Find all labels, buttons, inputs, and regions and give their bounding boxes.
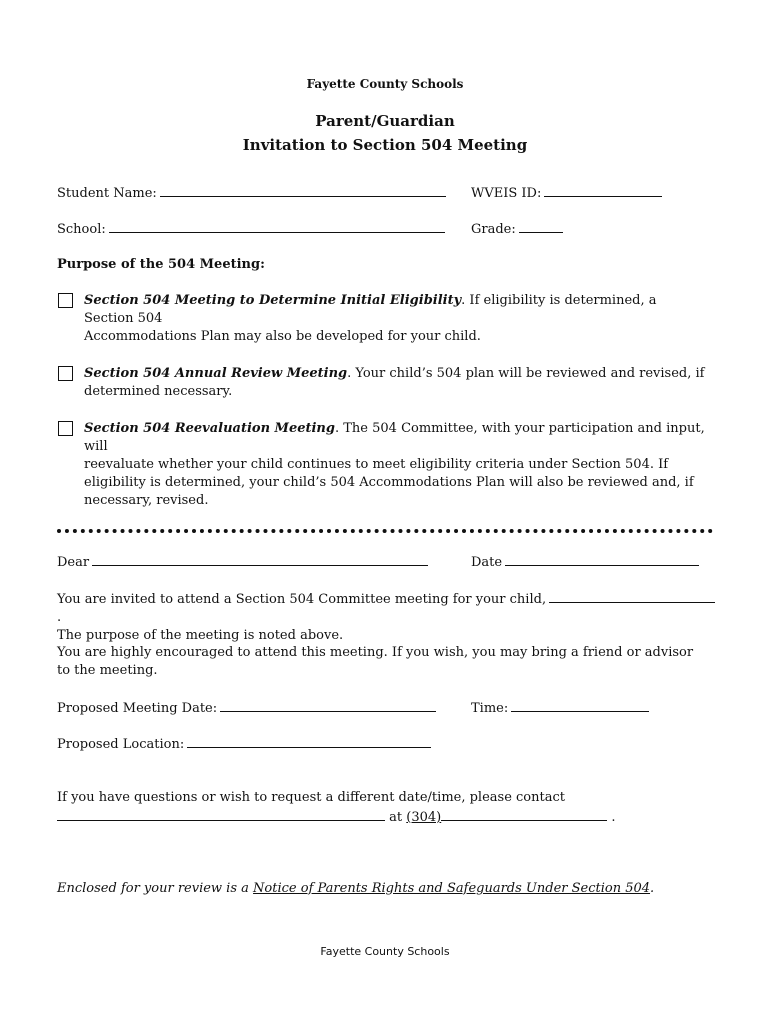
at-label: at (389, 810, 403, 825)
grade-input[interactable] (519, 220, 563, 233)
proposed-date-field (57, 699, 436, 716)
proposed-date-label: Proposed Meeting Date: (57, 701, 218, 716)
wveis-id-input[interactable] (544, 184, 662, 197)
dear-label: Dear (57, 555, 90, 570)
student-name-label: Student Name: (57, 186, 157, 201)
reevaluation-text2: reevaluate whether your child continues to meet eligibility criteria under Section 504. If eligibility is determined, your child’s 504 Accommodations Plan will also be reviewed and, if necessary, revised. (84, 457, 694, 508)
wveis-id-label: WVEIS ID: (471, 186, 542, 201)
proposed-date-input[interactable] (220, 699, 436, 712)
dotted-divider (57, 529, 713, 533)
grade-field (471, 220, 563, 237)
time-label: Time: (471, 701, 509, 716)
grade-label: Grade: (471, 222, 516, 237)
proposed-location-field (57, 735, 431, 752)
child-name-input[interactable] (549, 590, 715, 603)
student-name-field (57, 184, 446, 201)
wveis-id-field (471, 184, 662, 201)
annual-review-text2: determined necessary. (84, 384, 233, 399)
purpose-heading: Purpose of the 504 Meeting: (57, 257, 265, 272)
phone-input[interactable] (441, 808, 607, 821)
contact-line: at (304) . (57, 808, 616, 825)
invite-line-2: The purpose of the meeting is noted above. (57, 628, 344, 643)
annual-review-checkbox[interactable] (58, 366, 73, 381)
title-line-1: Parent/Guardian (315, 112, 455, 130)
proposed-location-input[interactable] (187, 735, 431, 748)
reevaluation-option (84, 420, 709, 510)
time-input[interactable] (511, 699, 649, 712)
student-name-input[interactable] (160, 184, 446, 197)
district-name: Fayette County Schools (306, 77, 464, 91)
initial-eligibility-text2: Accommodations Plan may also be developed for your child. (84, 329, 481, 344)
encourage-paragraph: You are highly encouraged to attend this meeting. If you wish, you may bring a friend or advisor to the meeting. (57, 645, 694, 678)
annual-review-option (84, 365, 709, 401)
time-field (471, 699, 649, 716)
school-input[interactable] (109, 220, 445, 233)
date-input[interactable] (505, 553, 699, 566)
initial-eligibility-title: Section 504 Meeting to Determine Initial Eligibility (84, 293, 462, 308)
annual-review-title: Section 504 Annual Review Meeting (84, 366, 348, 381)
enclosed-document-link[interactable]: Notice of Parents Rights and Safeguards Under Section 504 (253, 881, 651, 896)
enclosed-note: Enclosed for your review is a Notice of Parents Rights and Safeguards Under Section 504. (57, 881, 655, 896)
reevaluation-checkbox[interactable] (58, 421, 73, 436)
initial-eligibility-text1: . If eligibility is determined, a Section 504 (84, 293, 657, 326)
area-code: (304) (406, 810, 442, 825)
invite-line-1: You are invited to attend a Section 504 Committee meeting for your child, (57, 592, 547, 607)
proposed-location-label: Proposed Location: (57, 737, 185, 752)
date-field (471, 553, 699, 570)
dear-input[interactable] (92, 553, 428, 566)
questions-text: If you have questions or wish to request a different date/time, please contact (57, 790, 565, 805)
invite-paragraph: You are invited to attend a Section 504 Committee meeting for your child,. The purpose of the meeting is noted above. (57, 590, 717, 645)
initial-eligibility-option (84, 292, 709, 346)
date-label: Date (471, 555, 503, 570)
contact-name-input[interactable] (57, 808, 385, 821)
reevaluation-text1: . The 504 Committee, with your participation and input, will (84, 421, 705, 454)
dear-field (57, 553, 428, 570)
school-field (57, 220, 445, 237)
reevaluation-title: Section 504 Reevaluation Meeting (84, 421, 335, 436)
school-label: School: (57, 222, 106, 237)
footer-text: Fayette County Schools (320, 945, 450, 958)
annual-review-text1: . Your child’s 504 plan will be reviewed and revised, if (347, 366, 705, 381)
title-line-2: Invitation to Section 504 Meeting (242, 136, 528, 154)
initial-eligibility-checkbox[interactable] (58, 293, 73, 308)
enclosed-prefix: Enclosed for your review is a (57, 881, 249, 896)
